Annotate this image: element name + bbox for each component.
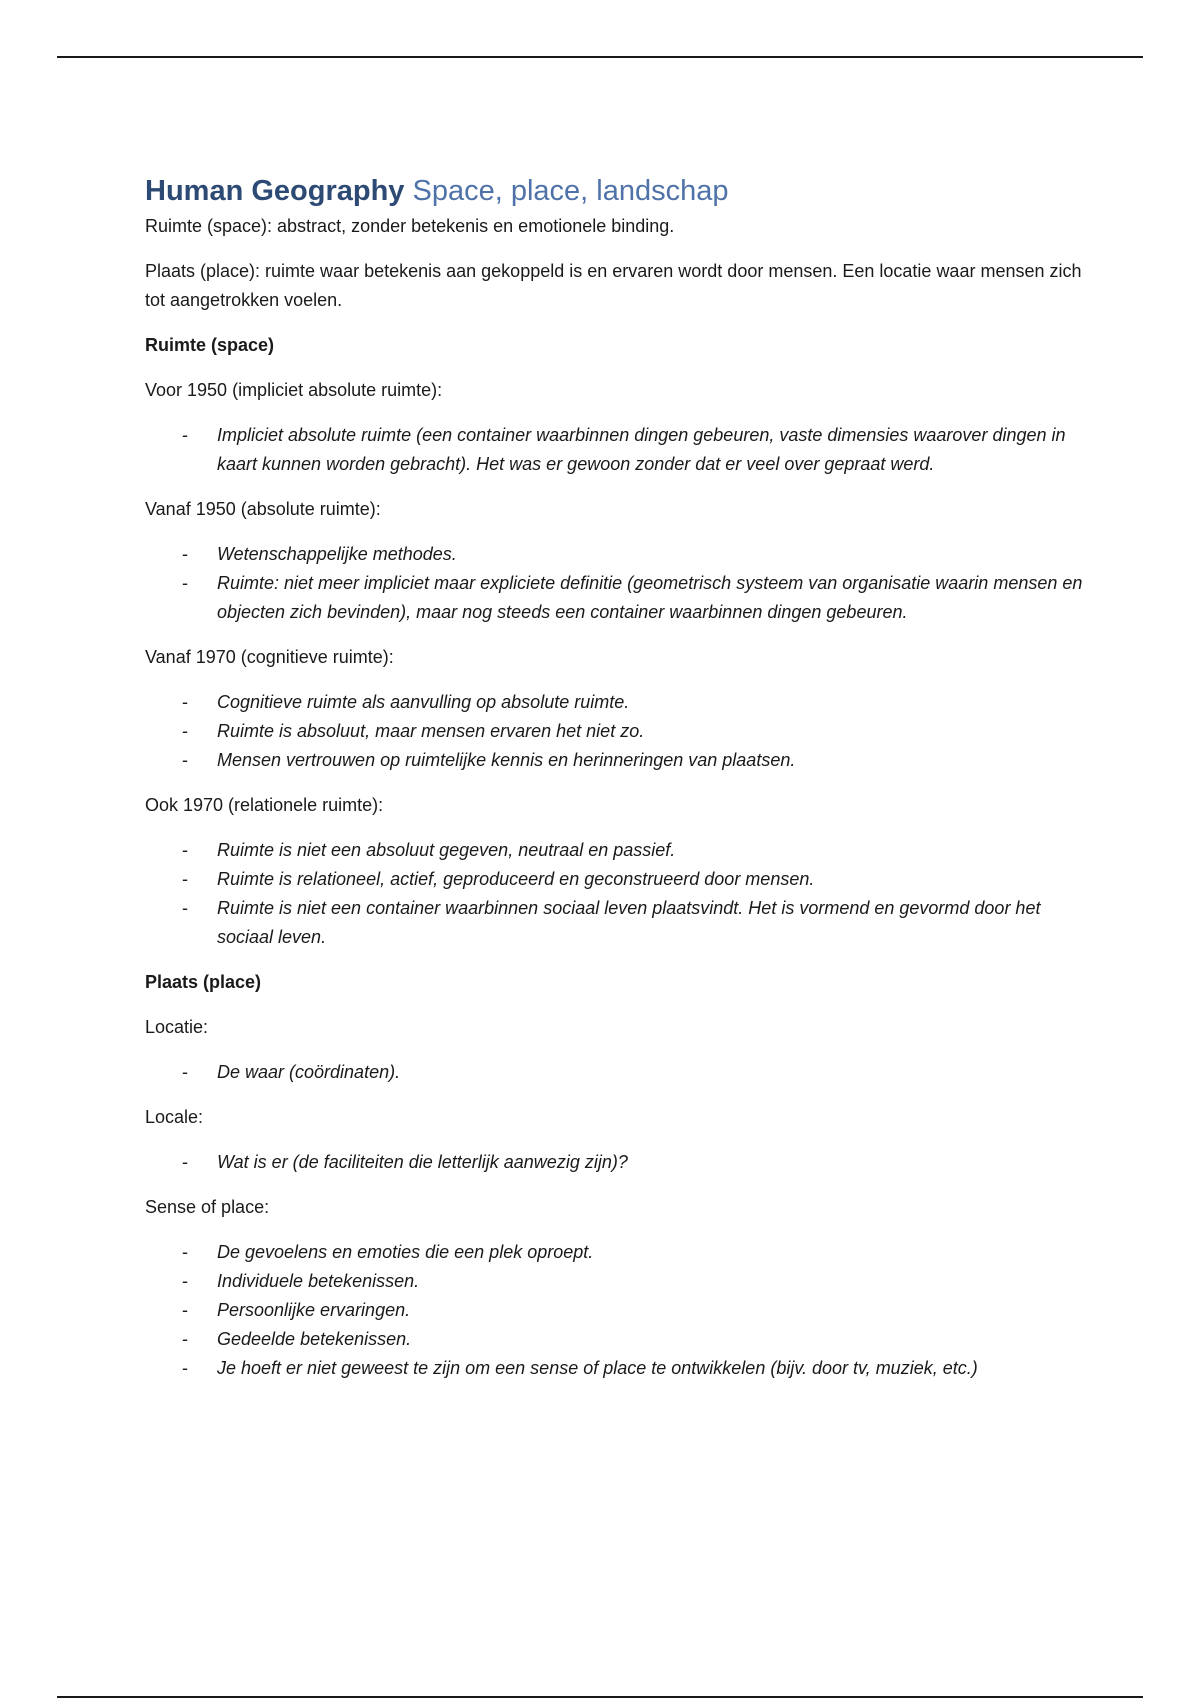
bullet-list <box>145 836 1100 952</box>
bullet-dash: - <box>182 1329 188 1349</box>
bullet-list <box>145 1148 1100 1177</box>
list-item-text: Wetenschappelijke methodes. <box>217 544 457 564</box>
list-item-text: Wat is er (de faciliteiten die letterlijk aanwezig zijn)? <box>217 1152 628 1172</box>
bullet-dash: - <box>182 1062 188 1082</box>
list-item-text: Cognitieve ruimte als aanvulling op absolute ruimte. <box>217 692 630 712</box>
bullet-dash: - <box>182 721 188 741</box>
list-item <box>145 894 1100 952</box>
bullet-dash: - <box>182 692 188 712</box>
bottom-rule <box>57 1696 1143 1698</box>
list-item-text: De gevoelens en emoties die een plek oproept. <box>217 1242 594 1262</box>
list-item-text: Je hoeft er niet geweest te zijn om een sense of place te ontwikkelen (bijv. door tv, muziek, etc.) <box>217 1358 978 1378</box>
list-item <box>145 569 1100 627</box>
list-item <box>145 1296 1100 1325</box>
bullet-dash: - <box>182 869 188 889</box>
list-item <box>145 1325 1100 1354</box>
bullet-list <box>145 1238 1100 1383</box>
title-subtitle: Space, place, landschap <box>412 175 729 207</box>
bullet-list <box>145 540 1100 627</box>
list-item-text: Individuele betekenissen. <box>217 1271 420 1291</box>
list-item <box>145 1354 1100 1383</box>
list-item <box>145 1148 1100 1177</box>
place-definition: Plaats (place): ruimte waar betekenis aan gekoppeld is en ervaren wordt door mensen. Een locatie waar mensen zich tot aangetrokken voelen. <box>145 261 1082 310</box>
group-label: Voor 1950 (impliciet absolute ruimte): <box>145 380 443 400</box>
list-item <box>145 688 1100 717</box>
list-item-text: Mensen vertrouwen op ruimtelijke kennis en herinneringen van plaatsen. <box>217 750 796 770</box>
group-label: Vanaf 1950 (absolute ruimte): <box>145 499 381 519</box>
bullet-dash: - <box>182 898 188 918</box>
bullet-dash: - <box>182 425 188 445</box>
group-label: Locatie: <box>145 1017 209 1037</box>
list-item <box>145 540 1100 569</box>
bullet-dash: - <box>182 1271 188 1291</box>
bullet-dash: - <box>182 840 188 860</box>
group-label: Sense of place: <box>145 1197 270 1217</box>
list-item-text: Ruimte: niet meer impliciet maar expliciete definitie (geometrisch systeem van organisatie waarin mensen en objecten zich bevinden), maar nog steeds een container waarbinnen dingen gebeuren. <box>217 573 1083 622</box>
bullet-dash: - <box>182 1300 188 1320</box>
place-section-heading: Plaats (place) <box>145 972 262 992</box>
list-item-text: Persoonlijke ervaringen. <box>217 1300 411 1320</box>
list-item-text: Ruimte is absoluut, maar mensen ervaren het niet zo. <box>217 721 645 741</box>
bullet-dash: - <box>182 1358 188 1378</box>
group-label: Vanaf 1970 (cognitieve ruimte): <box>145 647 394 667</box>
space-definition: Ruimte (space): abstract, zonder betekenis en emotionele binding. <box>145 216 675 236</box>
bullet-dash: - <box>182 750 188 770</box>
list-item <box>145 421 1100 479</box>
group-label: Locale: <box>145 1107 204 1127</box>
list-item-text: Gedeelde betekenissen. <box>217 1329 412 1349</box>
list-item-text: Ruimte is niet een container waarbinnen sociaal leven plaatsvindt. Het is vormend en gevormd door het sociaal leven. <box>217 898 1041 947</box>
bullet-list <box>145 1058 1100 1087</box>
list-item <box>145 836 1100 865</box>
document-body <box>145 170 1100 1399</box>
space-section-heading: Ruimte (space) <box>145 335 275 355</box>
list-item <box>145 1238 1100 1267</box>
bullet-list <box>145 688 1100 775</box>
list-item-text: De waar (coördinaten). <box>217 1062 401 1082</box>
bullet-list <box>145 421 1100 479</box>
group-label: Ook 1970 (relationele ruimte): <box>145 795 384 815</box>
list-item-text: Ruimte is relationeel, actief, geproduceerd en geconstrueerd door mensen. <box>217 869 815 889</box>
top-rule <box>57 56 1143 58</box>
list-item <box>145 1267 1100 1296</box>
bullet-dash: - <box>182 1152 188 1172</box>
bullet-dash: - <box>182 544 188 564</box>
title-main: Human Geography <box>145 175 405 207</box>
list-item-text: Ruimte is niet een absoluut gegeven, neutraal en passief. <box>217 840 676 860</box>
bullet-dash: - <box>182 573 188 593</box>
list-item-text: Impliciet absolute ruimte (een container waarbinnen dingen gebeuren, vaste dimensies waarover dingen in kaart kunnen worden gebracht). Het was er gewoon zonder dat er veel over gepraat werd. <box>217 425 1066 474</box>
list-item <box>145 746 1100 775</box>
list-item <box>145 717 1100 746</box>
page-title <box>145 170 1100 212</box>
list-item <box>145 865 1100 894</box>
list-item <box>145 1058 1100 1087</box>
bullet-dash: - <box>182 1242 188 1262</box>
